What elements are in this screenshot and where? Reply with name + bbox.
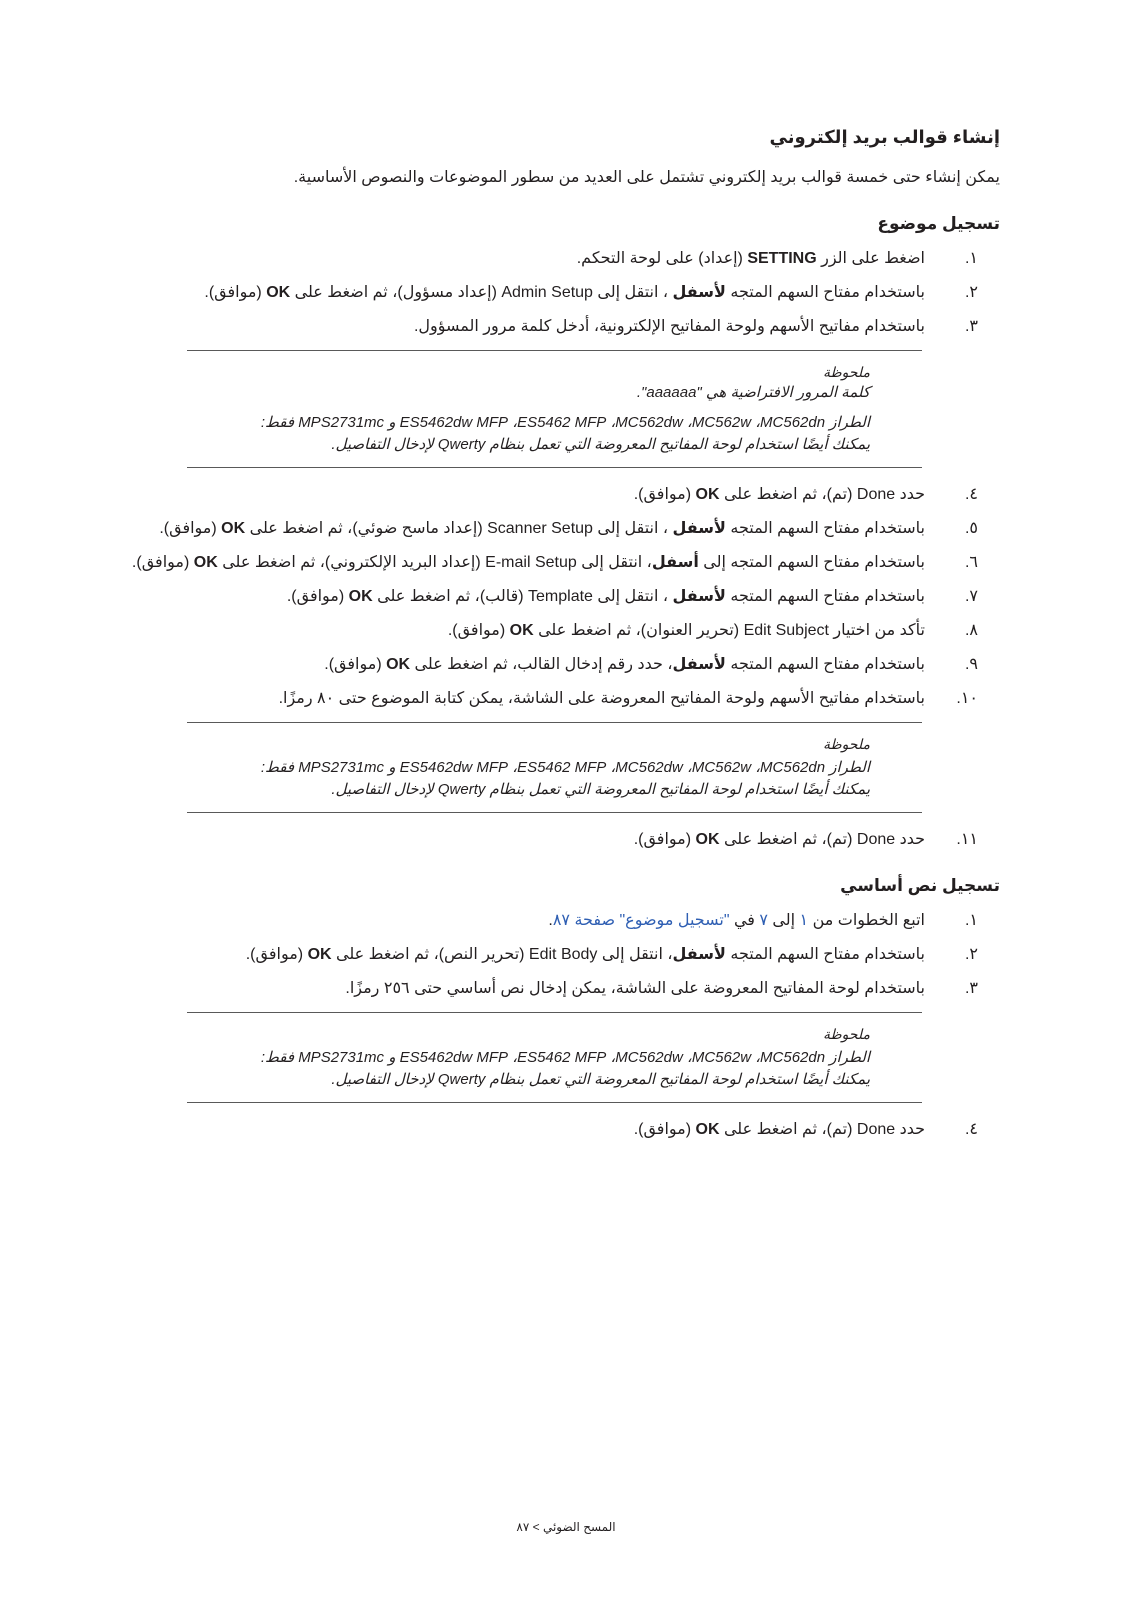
text-run: ، [606,414,616,431]
step-list [130,823,1000,857]
menu-item-name: E-mail Setup [485,554,577,571]
key-term: لأسفل [672,520,726,537]
step-number: ٨. [964,622,978,639]
page-title: إنشاء قوالب بريد إلكتروني [769,127,1000,147]
step-number: ٤. [964,1121,978,1138]
text-run: ، [682,759,692,776]
note-box [187,1012,922,1103]
text-run: ، [508,1049,518,1066]
text-run: فقط: [260,759,299,776]
text-run: ، [508,759,518,776]
menu-item-name: Done [856,1121,896,1138]
text-run: ، [606,1049,616,1066]
step-text [279,690,925,707]
step-item [130,546,1000,580]
note-models-line [187,412,870,434]
text-run: باستخدام مفتاح السهم المتجه إلى [698,554,925,571]
text-run: و [384,1049,400,1066]
step-text [414,318,925,335]
step-text [634,1121,925,1138]
text-run: (موافق). [633,1121,696,1138]
text-run: (موافق). [245,946,308,963]
sections [130,211,1000,1147]
model-name: MC562dn [760,759,826,776]
step-item [130,972,1000,1006]
key-term: OK [348,588,373,605]
model-name: MC562w [691,759,752,776]
menu-item-name: Done [856,831,896,848]
step-list [130,242,1000,344]
step-text [132,554,925,571]
note-models-line [187,1047,870,1069]
text-run: و [384,414,400,431]
step-number: ٢. [964,284,978,301]
text-run: ، [508,414,518,431]
step-text [287,588,925,605]
menu-item-name: Done [856,486,896,503]
key-term: لأسفل [672,588,726,605]
key-term: OK [193,554,218,571]
text-run: فقط: [260,414,299,431]
step-item [130,242,1000,276]
menu-item-name: Edit Body [528,946,598,963]
text-run: (تم)، ثم اضغط على [719,831,857,848]
step-item [130,580,1000,614]
step-item [130,512,1000,546]
text-run: ، انتقل إلى [592,284,673,301]
key-term: أسفل [651,554,699,571]
key-term: OK [307,946,332,963]
model-name: MC562dw [615,414,683,431]
text-run: تأكد من اختيار [828,622,925,639]
step-item [130,823,1000,857]
intro-paragraph: يمكن إنشاء حتى خمسة قوالب بريد إلكتروني تشتمل على العديد من سطور الموضوعات والنصوص الأساسية. [293,169,1000,186]
note-box [187,722,922,813]
text-run: حدد [895,486,925,503]
key-term: لأسفل [672,656,726,673]
text-run: (موافق). [447,622,510,639]
step-text [159,520,925,537]
key-term: OK [695,486,720,503]
model-name: ES5462 MFP [517,759,607,776]
key-term: لأسفل [672,946,726,963]
text-run: الطراز [825,414,870,431]
text-run: (تم)، ثم اضغط على [719,486,857,503]
key-term: OK [695,831,720,848]
step-number: ٩. [964,656,978,673]
note-keyboard-line: يمكنك أيضًا استخدام لوحة المفاتيح المعروضة التي تعمل بنظام Qwerty لإدخال التفاصيل. [331,781,870,798]
model-name: MPS2731mc [298,414,385,431]
text-run: باستخدام مفتاح السهم المتجه [725,520,925,537]
text-run: الطراز [825,1049,870,1066]
step-number: ٢. [964,946,978,963]
menu-item-name: Admin Setup [501,284,593,301]
step-text [634,486,925,503]
text-run: (موافق). [633,486,696,503]
text-run: حدد [895,831,925,848]
text-run: (إعداد البريد الإلكتروني)، ثم اضغط على [217,554,486,571]
key-term: OK [266,284,291,301]
text-run: ، [682,1049,692,1066]
note-keyboard-line: يمكنك أيضًا استخدام لوحة المفاتيح المعروضة التي تعمل بنظام Qwerty لإدخال التفاصيل. [331,436,870,453]
cross-reference-link[interactable]: ٧ [759,912,768,929]
step-number: ٦. [964,554,978,571]
key-term: لأسفل [672,284,726,301]
step-text [448,622,925,639]
model-name: ES5462 MFP [517,414,607,431]
note-models-line [187,757,870,779]
text-run: ، انتقل إلى [592,520,673,537]
key-term: OK [695,1121,720,1138]
text-run: (قالب)، ثم اضغط على [372,588,529,605]
step-item [130,478,1000,512]
step-item [130,310,1000,344]
text-run: (موافق). [633,831,696,848]
cross-reference-link[interactable]: ١ [799,912,809,929]
step-number: ١١. [956,831,978,848]
text-run: ، [606,759,616,776]
text-run: (موافق). [324,656,387,673]
step-text [246,946,925,963]
text-run: الطراز [825,759,870,776]
model-name: MC562dn [760,1049,826,1066]
text-run: و [384,759,400,776]
text-run: باستخدام لوحة المفاتيح المعروضة على الشاشة، يمكن إدخال نص أساسي حتى ٢٥٦ رمزًا. [345,980,925,997]
note-keyboard-line: يمكنك أيضًا استخدام لوحة المفاتيح المعروضة التي تعمل بنظام Qwerty لإدخال التفاصيل. [331,1071,870,1088]
text-run: ، انتقل إلى [576,554,652,571]
text-run: ، انتقل إلى [597,946,673,963]
step-item [130,682,1000,716]
text-run: اتبع الخطوات من [808,912,925,929]
step-item [130,904,1000,938]
text-run: في [729,912,760,929]
model-name: MPS2731mc [298,759,385,776]
text-run: (تحرير العنوان)، ثم اضغط على [533,622,744,639]
note-label: ملحوظة [822,736,870,752]
step-list [130,1113,1000,1147]
key-term: OK [386,656,411,673]
text-run: باستخدام مفتاح السهم المتجه [725,946,925,963]
key-term: SETTING [747,250,817,267]
model-name: MC562dw [615,759,683,776]
text-run: حدد [895,1121,925,1138]
note-box [187,350,922,468]
cross-reference-link[interactable]: "تسجيل موضوع" صفحة ٨٧ [552,912,730,929]
model-name: MC562w [691,414,752,431]
step-item [130,1113,1000,1147]
model-name: MC562dw [615,1049,683,1066]
text-run: باستخدام مفتاح السهم المتجه [725,656,925,673]
step-text [548,912,925,929]
model-name: MC562w [691,1049,752,1066]
step-number: ٣. [964,318,978,335]
step-number: ٤. [964,486,978,503]
text-run: (إعداد) على لوحة التحكم. [576,250,748,267]
text-run: ، انتقل إلى [592,588,673,605]
step-number: ١. [964,250,978,267]
menu-item-name: Edit Subject [743,622,829,639]
text-run: (موافق). [131,554,194,571]
text-run: (تحرير النص)، ثم اضغط على [331,946,529,963]
step-text [204,284,925,301]
step-number: ٥. [964,520,978,537]
step-text [324,656,925,673]
menu-item-name: Template [528,588,593,605]
step-text [345,980,925,997]
step-list [130,478,1000,716]
key-term: OK [221,520,246,537]
text-run: (موافق). [286,588,349,605]
step-number: ١. [964,912,978,929]
model-name: MPS2731mc [298,1049,385,1066]
note-label: ملحوظة [822,1026,870,1042]
note-label: ملحوظة [822,364,870,380]
text-run: باستخدام مفتاح السهم المتجه [725,284,925,301]
step-number: ١٠. [956,690,978,707]
text-run: باستخدام مفتاح السهم المتجه [725,588,925,605]
text-run: باستخدام مفاتيح الأسهم ولوحة المفاتيح الإلكترونية، أدخل كلمة مرور المسؤول. [413,318,925,335]
step-item [130,276,1000,310]
step-item [130,614,1000,648]
note-text: كلمة المرور الافتراضية هي "aaaaaa". [636,384,870,401]
section [130,211,1000,857]
text-run: (إعداد ماسح ضوئي)، ثم اضغط على [245,520,488,537]
model-name: ES5462dw MFP [399,759,509,776]
section [130,873,1000,1147]
text-run: ، [751,1049,761,1066]
page-footer: المسح الضوئي > ٨٧ [516,1520,616,1534]
section-heading: تسجيل موضوع [877,214,1000,233]
step-text [634,831,925,848]
text-run: (تم)، ثم اضغط على [719,1121,857,1138]
step-text [577,250,925,267]
document-page [130,124,1000,1147]
text-run: (موافق). [204,284,267,301]
text-run: . [548,912,553,929]
text-run: ، [751,414,761,431]
text-run: باستخدام مفاتيح الأسهم ولوحة المفاتيح المعروضة على الشاشة، يمكن كتابة الموضوع حتى ٨٠ رمزًا. [278,690,925,707]
text-run: إلى [767,912,800,929]
text-run: (موافق). [159,520,222,537]
step-item [130,648,1000,682]
model-name: ES5462 MFP [517,1049,607,1066]
model-name: ES5462dw MFP [399,1049,509,1066]
text-run: (إعداد مسؤول)، ثم اضغط على [290,284,502,301]
step-number: ٣. [964,980,978,997]
text-run: اضغط على الزر [816,250,925,267]
text-run: ، حدد رقم إدخال القالب، ثم اضغط على [410,656,673,673]
text-run: ، [682,414,692,431]
step-number: ٧. [964,588,978,605]
model-name: MC562dn [760,414,826,431]
text-run: ، [751,759,761,776]
menu-item-name: Scanner Setup [487,520,593,537]
key-term: OK [509,622,534,639]
model-name: ES5462dw MFP [399,414,509,431]
section-heading: تسجيل نص أساسي [840,876,1000,895]
text-run: فقط: [260,1049,299,1066]
step-item [130,938,1000,972]
step-list [130,904,1000,1006]
